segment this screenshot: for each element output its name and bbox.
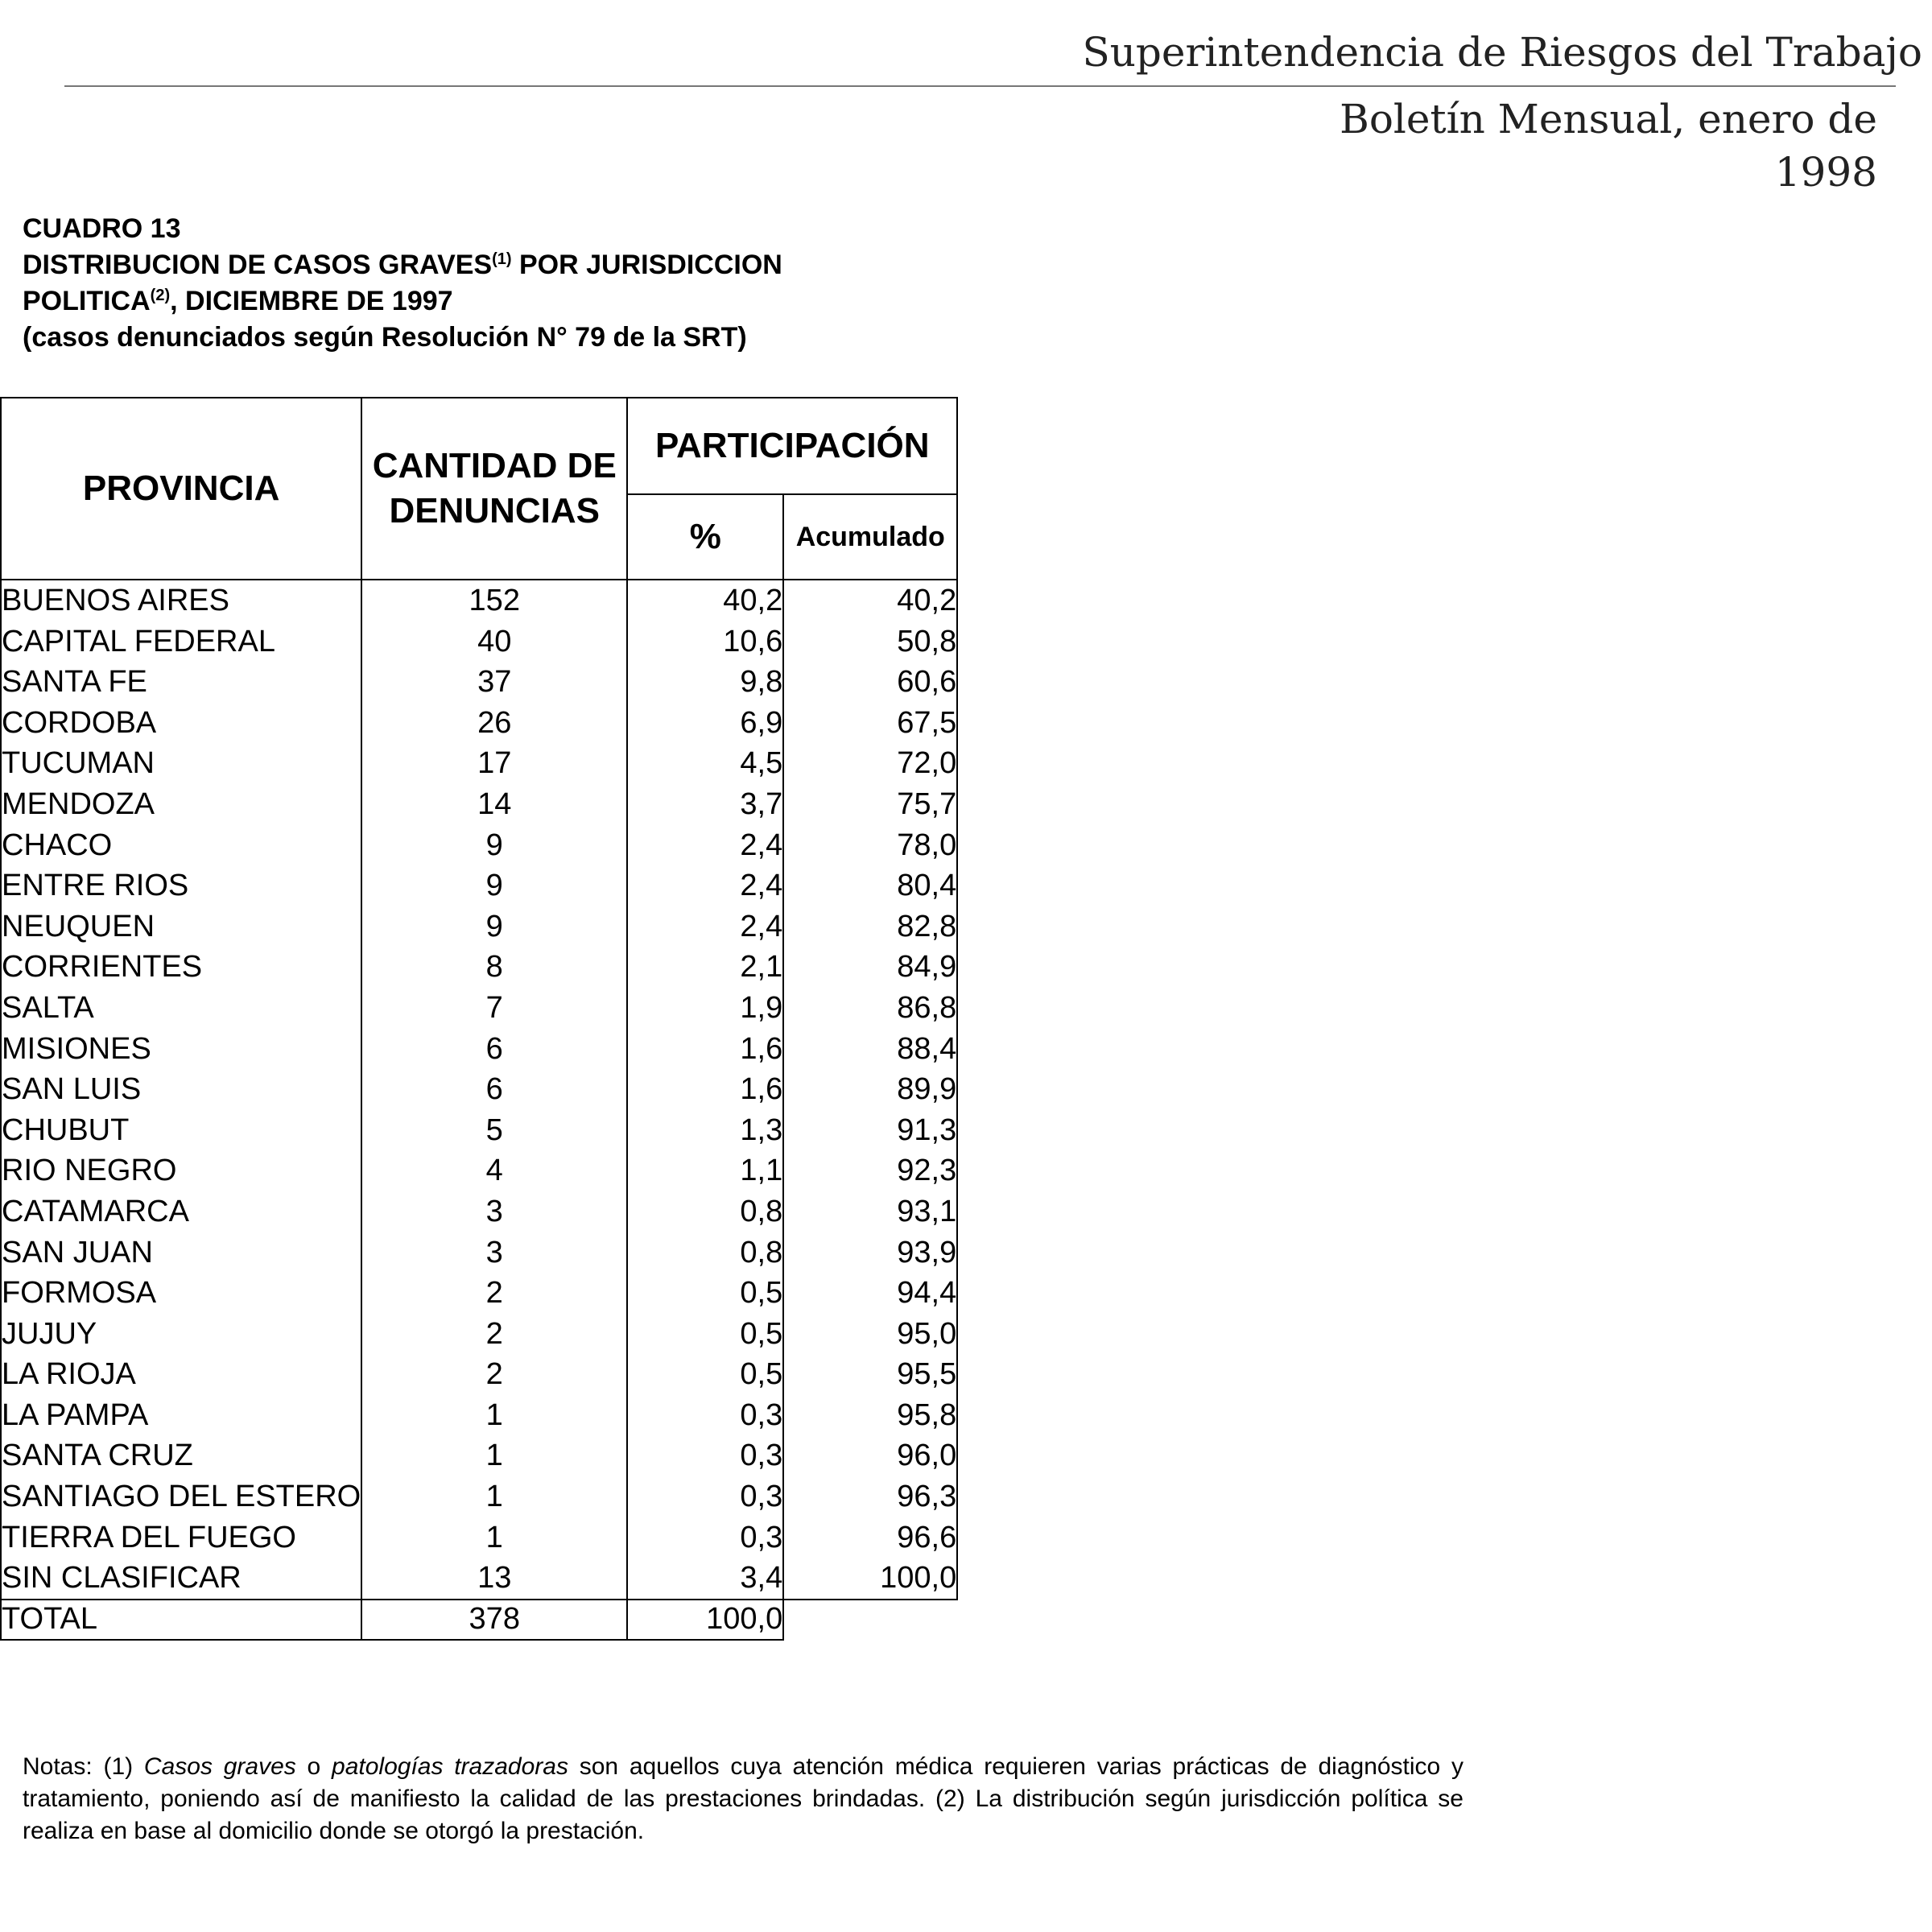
total-acumulado-empty <box>783 1600 957 1640</box>
title-line-2-text: DISTRIBUCION DE CASOS GRAVES <box>23 250 493 280</box>
table-cell-acumulado: 96,6 <box>897 1520 957 1554</box>
table-cell-acumulado: 40,2 <box>897 584 957 617</box>
table-cell-provincia: SANTIAGO DEL ESTERO <box>2 1480 361 1514</box>
table-cell-provincia: CHACO <box>2 828 113 862</box>
table-cell-cantidad: 6 <box>485 1031 503 1066</box>
total-row <box>1 1600 957 1640</box>
table-cell-pct: 1,6 <box>740 1031 783 1066</box>
bulletin-header <box>1314 93 1877 199</box>
data-table <box>0 397 958 1641</box>
table-cell-provincia: CORRIENTES <box>2 950 203 985</box>
table-cell-acumulado: 95,8 <box>897 1397 957 1432</box>
table-cell-cantidad: 13 <box>477 1561 512 1596</box>
table-cell-pct: 0,5 <box>740 1357 783 1392</box>
notes-term-2: patologías trazadoras <box>332 1753 568 1780</box>
bulletin-line-2: 1998 <box>1774 149 1877 196</box>
table-cell-provincia: ENTRE RIOS <box>2 869 189 903</box>
organization-header: Superintendencia de Riesgos del Trabajo <box>1082 29 1922 76</box>
table-cell-acumulado: 93,1 <box>897 1194 957 1228</box>
table-cell-cantidad: 2 <box>485 1316 503 1351</box>
title-line-1: CUADRO 13 <box>23 213 181 244</box>
table-cell-pct: 40,2 <box>723 584 783 617</box>
total-pct: 100,0 <box>627 1600 783 1640</box>
table-cell-cantidad: 7 <box>485 990 503 1025</box>
table-cell-cantidad: 1 <box>485 1520 503 1554</box>
notes-term-1: Casos graves <box>143 1753 296 1780</box>
provincia-column <box>1 580 361 1600</box>
total-cantidad: 378 <box>361 1600 627 1640</box>
table-cell-acumulado: 92,3 <box>897 1154 957 1188</box>
title-line-3 <box>23 283 782 320</box>
table-cell-pct: 0,8 <box>740 1235 783 1269</box>
col-header-cantidad-line-2: DENUNCIAS <box>389 491 601 530</box>
table-cell-cantidad: 1 <box>485 1480 503 1514</box>
table-cell-pct: 0,3 <box>740 1480 783 1514</box>
table-cell-pct: 3,7 <box>740 786 783 821</box>
table-cell-pct: 2,4 <box>740 909 783 943</box>
table-cell-provincia: MISIONES <box>2 1031 151 1066</box>
title-line-2 <box>23 247 782 283</box>
table-cell-pct: 0,8 <box>740 1194 783 1228</box>
col-header-cantidad <box>361 398 627 580</box>
table-cell-cantidad: 9 <box>485 828 503 862</box>
table-cell-provincia: SAN LUIS <box>2 1072 142 1107</box>
table-cell-pct: 2,1 <box>740 950 783 985</box>
table-cell-provincia: RIO NEGRO <box>2 1154 177 1188</box>
table-cell-provincia: LA RIOJA <box>2 1357 136 1392</box>
table-cell-provincia: SAN JUAN <box>2 1235 153 1269</box>
table-cell-acumulado: 100,0 <box>880 1561 957 1596</box>
table-cell-provincia: TUCUMAN <box>2 746 155 781</box>
table-cell-acumulado: 84,9 <box>897 950 957 985</box>
table-cell-cantidad: 9 <box>485 909 503 943</box>
table-cell-acumulado: 78,0 <box>897 828 957 862</box>
table-cell-pct: 3,4 <box>740 1561 783 1596</box>
table-cell-pct: 1,9 <box>740 990 783 1025</box>
notes-lead: Notas: (1) <box>23 1753 144 1780</box>
col-header-participacion: PARTICIPACIÓN <box>627 398 957 494</box>
table-cell-cantidad: 1 <box>485 1397 503 1432</box>
body-row <box>1 580 957 1600</box>
table-cell-cantidad: 6 <box>485 1072 503 1107</box>
total-label: TOTAL <box>1 1600 361 1640</box>
table-cell-cantidad: 152 <box>469 584 520 617</box>
title-line-4: (casos denunciados según Resolución N° 79 de la SRT) <box>23 322 747 353</box>
table-cell-acumulado: 80,4 <box>897 869 957 903</box>
table-cell-acumulado: 95,5 <box>897 1357 957 1392</box>
table-cell-pct: 2,4 <box>740 828 783 862</box>
table-cell-provincia: JUJUY <box>2 1316 97 1351</box>
title-line-2-rest: POR JURISDICCION <box>511 250 782 280</box>
table-cell-cantidad: 2 <box>485 1357 503 1392</box>
table-cell-pct: 10,6 <box>723 624 783 658</box>
table-cell-cantidad: 40 <box>477 624 512 658</box>
table-cell-provincia: MENDOZA <box>2 786 155 821</box>
pct-column <box>627 580 783 1600</box>
table-cell-acumulado: 86,8 <box>897 990 957 1025</box>
table-cell-acumulado: 93,9 <box>897 1235 957 1269</box>
table-cell-pct: 1,1 <box>740 1154 783 1188</box>
table-cell-cantidad: 4 <box>485 1154 503 1188</box>
table-cell-cantidad: 9 <box>485 869 503 903</box>
header-divider <box>64 85 1896 87</box>
notes-connector: o <box>295 1753 332 1780</box>
table-cell-pct: 0,3 <box>740 1520 783 1554</box>
table-cell-acumulado: 94,4 <box>897 1276 957 1311</box>
table-cell-acumulado: 96,3 <box>897 1480 957 1514</box>
table-cell-pct: 0,5 <box>740 1316 783 1351</box>
table-cell-acumulado: 89,9 <box>897 1072 957 1107</box>
table-cell-acumulado: 67,5 <box>897 705 957 740</box>
table-cell-provincia: NEUQUEN <box>2 909 155 943</box>
table-cell-acumulado: 96,0 <box>897 1439 957 1473</box>
table-cell-pct: 2,4 <box>740 869 783 903</box>
table-cell-cantidad: 37 <box>477 665 512 700</box>
table-cell-provincia: SALTA <box>2 990 94 1025</box>
table-cell-acumulado: 72,0 <box>897 746 957 781</box>
table-cell-pct: 1,3 <box>740 1113 783 1147</box>
cantidad-column <box>361 580 627 1600</box>
table-cell-pct: 9,8 <box>740 665 783 700</box>
table-cell-acumulado: 88,4 <box>897 1031 957 1066</box>
table-cell-cantidad: 5 <box>485 1113 503 1147</box>
table-cell-cantidad: 1 <box>485 1439 503 1473</box>
bulletin-line-1: Boletín Mensual, enero de <box>1340 96 1877 142</box>
table-cell-acumulado: 50,8 <box>897 624 957 658</box>
table-cell-pct: 6,9 <box>740 705 783 740</box>
acumulado-column <box>783 580 957 1600</box>
table-cell-cantidad: 3 <box>485 1235 503 1269</box>
table-cell-cantidad: 17 <box>477 746 512 781</box>
table-cell-cantidad: 14 <box>477 786 512 821</box>
table-cell-cantidad: 8 <box>485 950 503 985</box>
table-cell-pct: 0,3 <box>740 1439 783 1473</box>
col-header-provincia: PROVINCIA <box>1 398 361 580</box>
notes-rest: son aquellos cuya atención médica requieren varias prácticas de diagnóstico y tratamiento, poniendo así de manifiesto la calidad de las prestaciones brindadas. (2) La distribución según jurisdicción política se realiza en base al domicilio donde se otorgó la prestación. <box>23 1753 1464 1844</box>
title-line-3-text: POLITICA <box>23 286 151 316</box>
col-header-cantidad-line-1: CANTIDAD DE <box>372 446 617 485</box>
table-cell-acumulado: 75,7 <box>897 786 957 821</box>
col-header-acumulado: Acumulado <box>783 494 957 580</box>
table-cell-pct: 4,5 <box>740 746 783 781</box>
table-cell-provincia: BUENOS AIRES <box>2 584 229 617</box>
table-cell-provincia: CAPITAL FEDERAL <box>2 624 275 658</box>
table-cell-acumulado: 91,3 <box>897 1113 957 1147</box>
footnote-ref-1: (1) <box>492 250 512 268</box>
title-line-3-rest: , DICIEMBRE DE 1997 <box>170 286 453 316</box>
table-cell-provincia: SANTA FE <box>2 665 147 700</box>
table-cell-cantidad: 26 <box>477 705 512 740</box>
table-cell-provincia: CATAMARCA <box>2 1194 189 1228</box>
table-cell-acumulado: 60,6 <box>897 665 957 700</box>
table-cell-pct: 0,3 <box>740 1397 783 1432</box>
footnote-ref-2: (2) <box>150 287 171 304</box>
table-cell-pct: 1,6 <box>740 1072 783 1107</box>
table-cell-acumulado: 82,8 <box>897 909 957 943</box>
header-row-1 <box>1 398 957 494</box>
table-title <box>23 211 782 356</box>
table-cell-provincia: SIN CLASIFICAR <box>2 1561 242 1596</box>
table-cell-cantidad: 2 <box>485 1276 503 1311</box>
table-cell-provincia: CORDOBA <box>2 705 157 740</box>
table-cell-provincia: LA PAMPA <box>2 1397 149 1432</box>
notes <box>23 1751 1463 1847</box>
table-cell-provincia: FORMOSA <box>2 1276 157 1311</box>
col-header-pct: % <box>627 494 783 580</box>
table-cell-provincia: SANTA CRUZ <box>2 1439 193 1473</box>
table-cell-provincia: TIERRA DEL FUEGO <box>2 1520 296 1554</box>
table-cell-pct: 0,5 <box>740 1276 783 1311</box>
table-cell-cantidad: 3 <box>485 1194 503 1228</box>
table-cell-acumulado: 95,0 <box>897 1316 957 1351</box>
table-cell-provincia: CHUBUT <box>2 1113 130 1147</box>
